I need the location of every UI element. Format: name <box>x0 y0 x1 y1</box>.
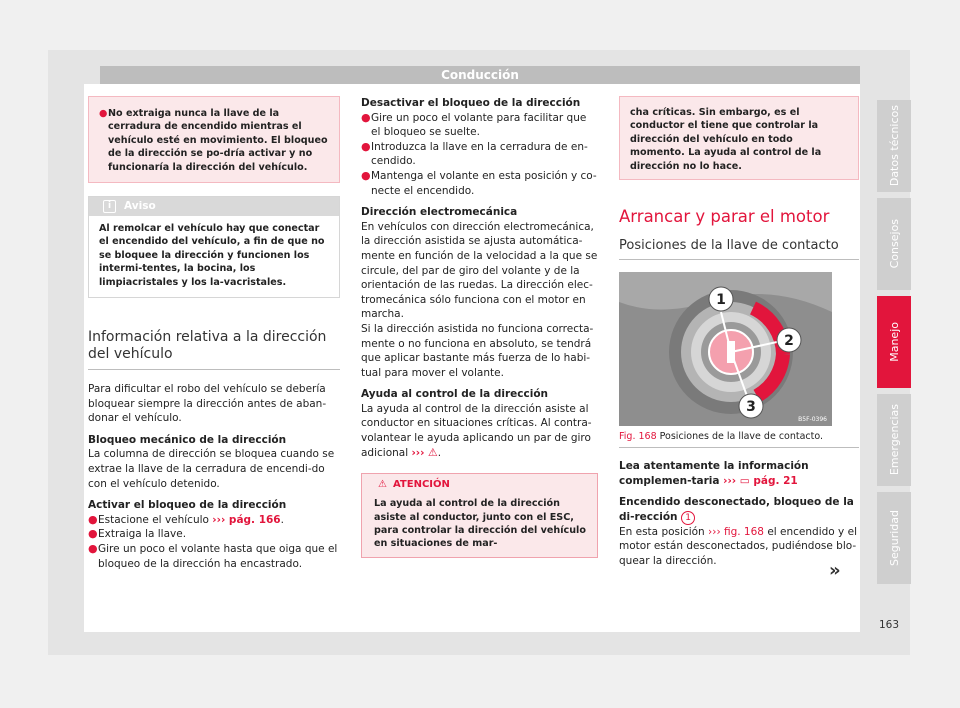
position-number-badge: 1 <box>681 511 695 525</box>
warning-box <box>88 96 340 183</box>
divider <box>619 259 859 260</box>
column-3 <box>619 96 859 569</box>
ignition-figure <box>619 272 832 426</box>
position-label-2: 2 <box>784 333 794 350</box>
column-1 <box>88 96 340 571</box>
atencion-label: ATENCIÓN <box>392 479 450 491</box>
list-item <box>88 527 340 542</box>
list-item <box>361 111 598 140</box>
bullet-icon: ● <box>88 512 98 526</box>
list-item-text: Gire un poco el volante hasta que oiga que el bloqueo de la dirección ha encastrado. <box>98 543 338 570</box>
warning-triangle-icon: ⚠ <box>427 445 438 459</box>
list-item-text: Extraiga la llave. <box>98 528 187 541</box>
bullet-icon: ● <box>361 110 371 124</box>
tab-label: Emergencias <box>887 404 901 476</box>
tab-label: Seguridad <box>887 510 901 566</box>
chapter-title: Arrancar y parar el motor <box>619 207 830 227</box>
page-reference-link[interactable]: pág. 21 <box>753 474 798 487</box>
warning-triangle-icon: ⚠ <box>378 479 387 491</box>
aviso-label: Aviso <box>124 200 156 213</box>
reference-link[interactable]: ››› <box>411 446 425 459</box>
list-item-text: Introduzca la llave en la cerradura de en-cendido. <box>371 140 588 168</box>
paragraph: La ayuda al control de la dirección asiste al conductor en situaciones críticas. Al contra-volantear le ayuda aplicando un par de giro adicional ››› ⚠. <box>361 402 592 459</box>
figure-reference-link[interactable]: ››› fig. 168 <box>708 525 764 538</box>
bullet-icon: ● <box>361 139 371 153</box>
paragraph: En vehículos con dirección electromecánica, la dirección asistida se ajusta automática-mente en función de la velocidad a la que se circule, del par de giro del volante y de la orientación de las ruedas. La dirección elec-tromecánica sólo funciona con el motor en marcha. <box>361 220 598 321</box>
column-2 <box>361 96 598 558</box>
paragraph: Para dificultar el robo del vehículo se debería bloquear siempre la dirección antes de aban-donar el vehículo. <box>88 383 327 425</box>
paragraph <box>619 525 859 569</box>
bullet-icon: ● <box>99 108 108 119</box>
warning-text: No extraiga nunca la llave de la cerradura de encendido mientras el vehículo esté en movimiento. El bloqueo de la dirección se po-dría activar y no funcionaría la dirección del vehículo. <box>108 108 328 173</box>
warning-box-continued: cha críticas. Sin embargo, es el conductor el tiene que controlar la dirección del vehículo en todo momento. La ayuda al control de la dirección no lo hace. <box>619 96 859 180</box>
tab-emergencias[interactable] <box>877 394 911 486</box>
tab-datos-tecnicos[interactable] <box>877 100 911 192</box>
subheading: Ayuda al control de la dirección <box>361 388 549 401</box>
tab-seguridad[interactable] <box>877 492 911 584</box>
tab-label: Manejo <box>887 322 901 362</box>
subheading: Bloqueo mecánico de la dirección <box>88 433 287 446</box>
subheading: Dirección electromecánica <box>361 206 518 219</box>
tab-consejos[interactable] <box>877 198 911 290</box>
list-item-text: Gire un poco el volante para facilitar que el bloqueo se suelte. <box>371 111 587 139</box>
page-header: Conducción <box>100 66 860 84</box>
subheading: Desactivar el bloqueo de la dirección <box>361 97 581 109</box>
subheading: Activar el bloqueo de la dirección <box>88 499 287 512</box>
atencion-header <box>362 474 597 495</box>
continue-icon: » <box>829 560 841 581</box>
aviso-text: Al remolcar el vehículo hay que conectar el encendido del vehículo, a fin de que no se bloquee la dirección y funcionen los intermi-tentes, la bocina, los limpiacristales y los la-vacristales. <box>99 223 325 288</box>
caption-text: Posiciones de la llave de contacto. <box>659 431 824 443</box>
atencion-text: La ayuda al control de la dirección asiste al conductor, junto con el ESC, para controlar la dirección del vehículo en situaciones de mar- <box>362 495 597 557</box>
page-reference-link[interactable]: ››› pág. 166 <box>212 513 281 526</box>
figure-code: B5F-0396 <box>798 416 827 424</box>
paragraph <box>619 459 859 488</box>
caption-figure-number: Fig. 168 <box>619 431 657 443</box>
paragraph: La columna de dirección se bloquea cuando se extrae la llave de la cerradura de encendi-do con el vehículo detenido. <box>88 448 335 490</box>
list-item <box>361 169 598 198</box>
list-item-text: Estacione el vehículo <box>98 513 209 526</box>
paragraph-text: el encendido y el motor están desconectados, pudiéndose blo-quear la dirección. <box>619 525 857 567</box>
paragraph-text: En esta posición <box>619 525 705 538</box>
paragraph: Si la dirección asistida no funciona correcta-mente o no funciona en absoluto, se tendrá que aplicar bastante más fuerza de lo habi-tual para mover el volante. <box>361 322 594 379</box>
section-title: Información relativa a la dirección del vehículo <box>88 329 327 363</box>
list-item <box>88 542 340 571</box>
paragraph-text: La ayuda al control de la dirección asiste al conductor en situaciones críticas. Al contra-volantear le ayuda aplicando un par de giro adicional <box>361 402 592 459</box>
reference-link[interactable]: ››› <box>723 474 737 487</box>
bullet-icon: ● <box>361 168 371 182</box>
tab-label: Datos técnicos <box>887 105 901 187</box>
aviso-box <box>88 196 340 298</box>
tab-manejo[interactable] <box>877 296 911 388</box>
section-subtitle: Posiciones de la llave de contacto <box>619 238 839 254</box>
list-item-text: Mantenga el volante en esta posición y co-necte el encendido. <box>371 169 597 197</box>
aviso-header <box>89 197 339 216</box>
punctuation: . <box>280 513 284 526</box>
position-label-1: 1 <box>716 292 726 309</box>
page-number: 163 <box>879 619 900 631</box>
atencion-box <box>361 473 598 558</box>
paragraph-text: Lea atentamente la información complemen-taria <box>619 460 809 487</box>
bullet-icon: ● <box>88 542 98 555</box>
subheading <box>619 495 859 525</box>
ignition-illustration <box>619 272 832 426</box>
book-icon: ▭ <box>739 474 750 487</box>
divider <box>619 447 859 448</box>
tab-label: Consejos <box>887 219 901 269</box>
list-item <box>361 140 598 169</box>
info-icon: i <box>103 200 116 213</box>
position-label-3: 3 <box>746 399 756 416</box>
divider <box>88 369 340 370</box>
list-item <box>88 513 340 528</box>
bullet-icon: ● <box>88 527 98 541</box>
figure-caption <box>619 430 859 443</box>
subheading-text: Encendido desconectado, bloqueo de la di-rección <box>619 496 854 523</box>
